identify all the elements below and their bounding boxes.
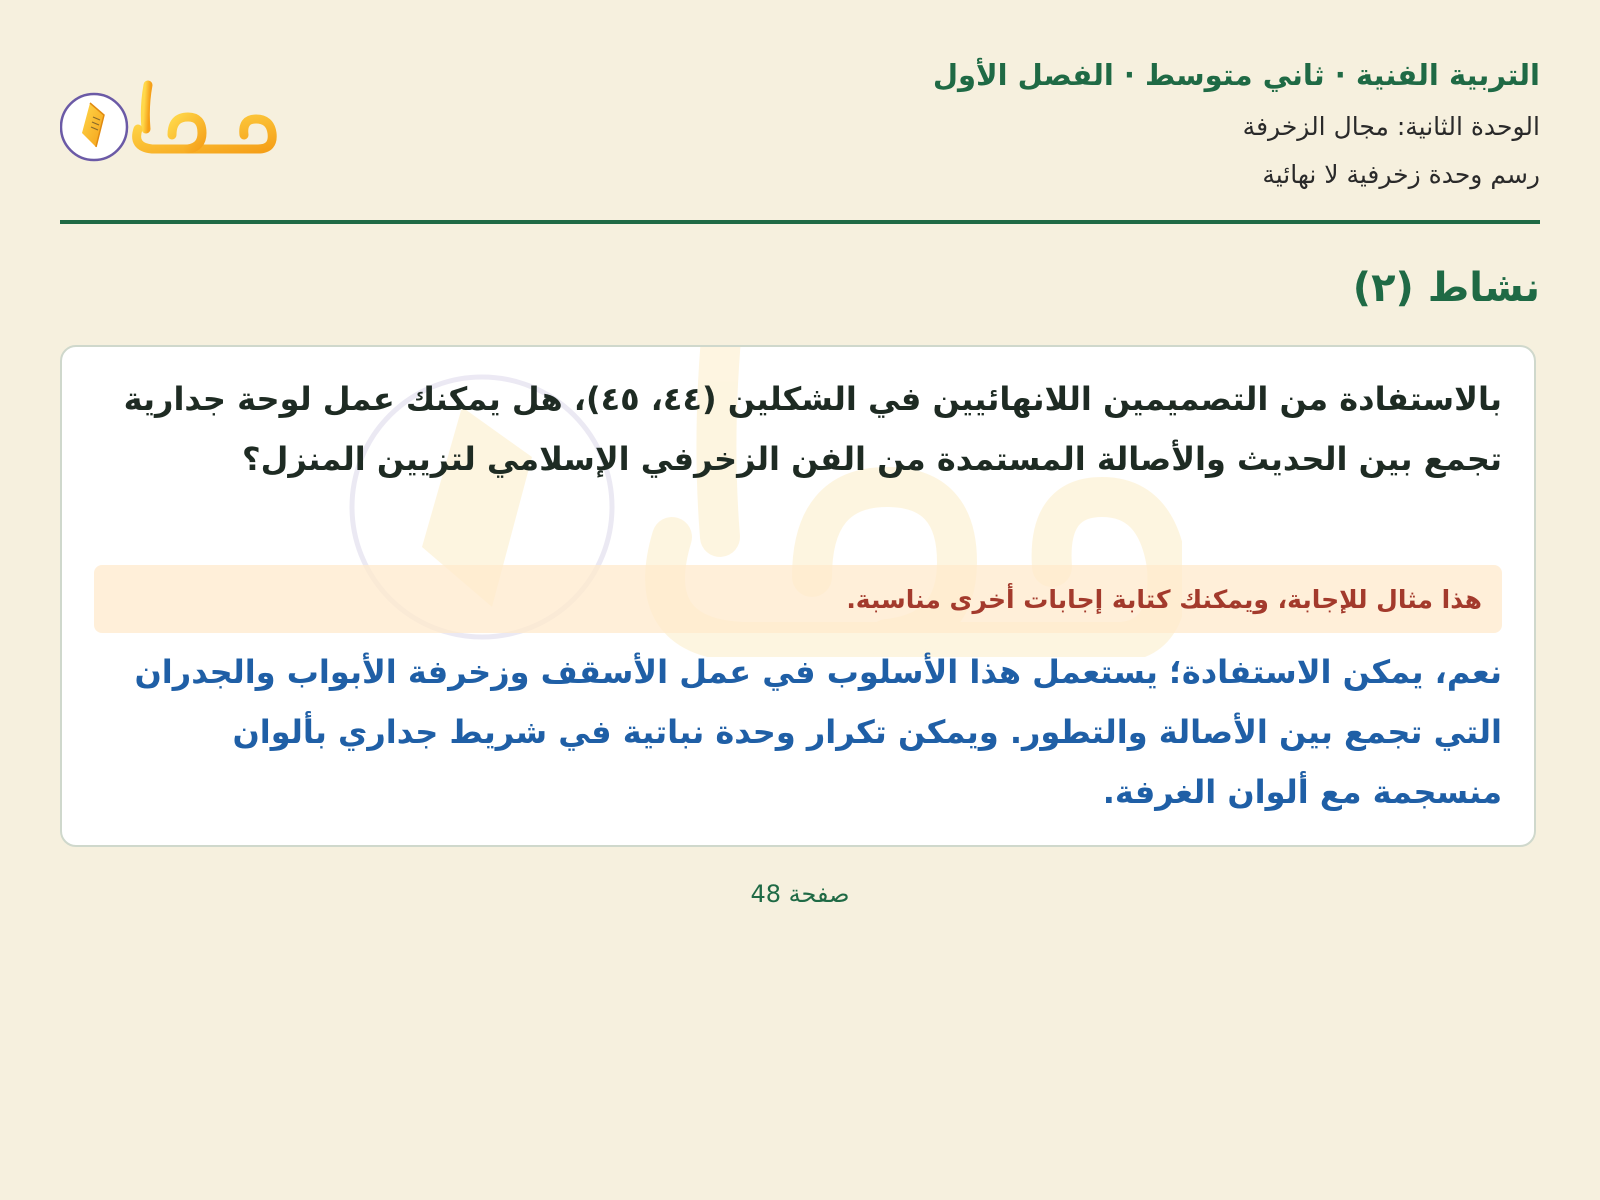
course-title: التربية الفنية · ثاني متوسط · الفصل الأول (932, 58, 1540, 92)
activity-card (60, 345, 1536, 847)
header-text (933, 55, 1540, 193)
page-number: صفحة 48 (750, 880, 850, 908)
answer-note-box (94, 565, 1502, 633)
activity-question: بالاستفادة من التصميمين اللانهائيين في الشكلين (٤٤، ٤٥)، هل يمكنك عمل لوحة جدارية تجمع بين الحديث والأصالة المستمدة من الفن الزخرفي الإسلامي لتزيين المنزل؟ (123, 380, 1502, 478)
unit-title: الوحدة الثانية: مجال الزخرفة (1242, 112, 1540, 141)
answer-note: هذا مثال للإجابة، ويمكنك كتابة إجابات أخرى مناسبة. (846, 584, 1482, 614)
hulul-logo-icon (60, 77, 280, 167)
header (60, 55, 1540, 225)
header-divider (60, 220, 1540, 224)
activity-heading: نشاط (٢) (1352, 265, 1540, 311)
activity-answer: نعم، يمكن الاستفادة؛ يستعمل هذا الأسلوب في عمل الأسقف وزخرفة الأبواب والجدران التي تجمع بين الأصالة والتطور. ويمكن تكرار وحدة نباتية في شريط جداري بألوان منسجمة مع ألوان الغرفة. (134, 653, 1502, 811)
lesson-title: رسم وحدة زخرفية لا نهائية (1262, 160, 1540, 189)
page (60, 0, 1540, 1200)
